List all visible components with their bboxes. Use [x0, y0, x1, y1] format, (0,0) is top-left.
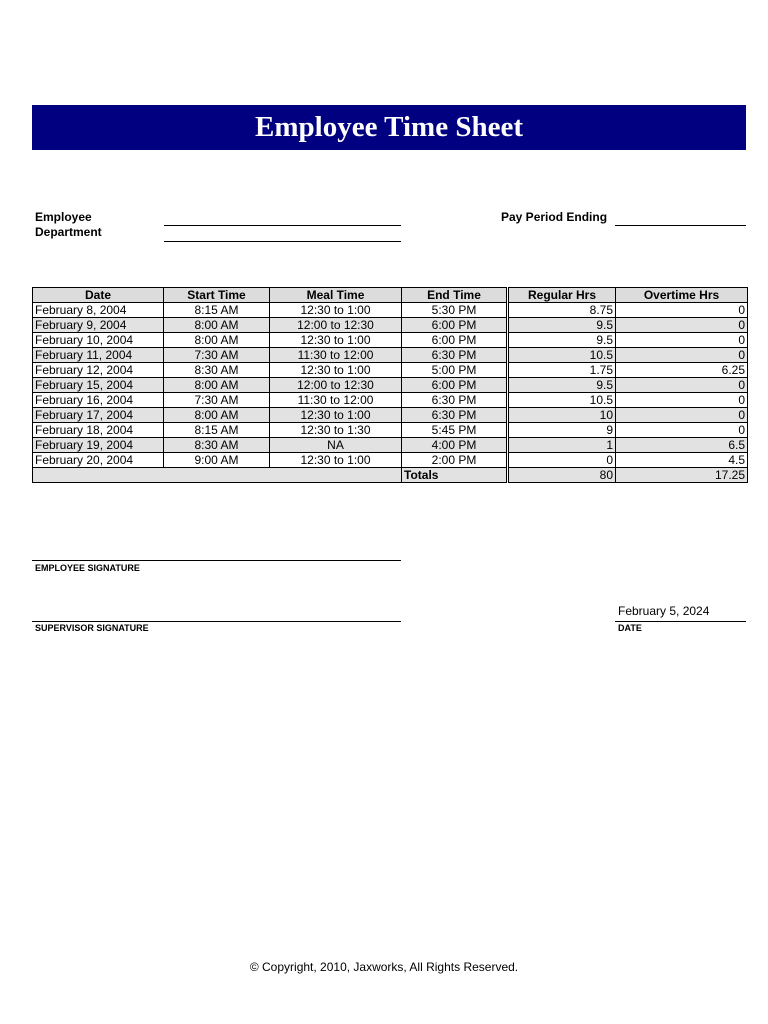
cell-start-time: 8:00 AM — [164, 378, 270, 393]
cell-regular-hrs: 10.5 — [508, 393, 616, 408]
cell-overtime-hrs: 0 — [616, 393, 748, 408]
cell-regular-hrs: 9 — [508, 423, 616, 438]
table-row — [33, 318, 748, 333]
cell-end-time: 6:00 PM — [402, 378, 508, 393]
table-row — [33, 348, 748, 363]
cell-regular-hrs: 9.5 — [508, 318, 616, 333]
cell-meal-time: 11:30 to 12:00 — [270, 393, 402, 408]
cell-date: February 19, 2004 — [33, 438, 164, 453]
table-row — [33, 453, 748, 468]
cell-start-time: 7:30 AM — [164, 348, 270, 363]
employee-signature-line[interactable] — [32, 560, 401, 561]
cell-date: February 16, 2004 — [33, 393, 164, 408]
signature-date-value: February 5, 2024 — [618, 604, 710, 618]
cell-start-time: 8:15 AM — [164, 423, 270, 438]
department-label: Department — [35, 225, 102, 239]
cell-regular-hrs: 0 — [508, 453, 616, 468]
table-row — [33, 378, 748, 393]
cell-end-time: 6:00 PM — [402, 318, 508, 333]
cell-regular-hrs: 8.75 — [508, 303, 616, 318]
table-row — [33, 363, 748, 378]
cell-overtime-hrs: 0 — [616, 303, 748, 318]
header-end-time: End Time — [402, 288, 508, 303]
pay-period-label: Pay Period Ending — [501, 210, 608, 224]
cell-regular-hrs: 1.75 — [508, 363, 616, 378]
timesheet-table — [32, 287, 748, 483]
cell-start-time: 8:15 AM — [164, 303, 270, 318]
supervisor-signature-label: SUPERVISOR SIGNATURE — [35, 623, 149, 633]
cell-date: February 12, 2004 — [33, 363, 164, 378]
employee-signature-label: EMPLOYEE SIGNATURE — [35, 563, 140, 573]
cell-end-time: 6:30 PM — [402, 393, 508, 408]
cell-meal-time: 12:00 to 12:30 — [270, 378, 402, 393]
cell-regular-hrs: 10 — [508, 408, 616, 423]
totals-label: Totals — [402, 468, 508, 483]
header-meal-time: Meal Time — [270, 288, 402, 303]
cell-meal-time: 12:00 to 12:30 — [270, 318, 402, 333]
cell-end-time: 6:00 PM — [402, 333, 508, 348]
department-field-line[interactable] — [164, 241, 401, 242]
cell-meal-time: 12:30 to 1:00 — [270, 303, 402, 318]
copyright-footer: © Copyright, 2010, Jaxworks, All Rights Reserved. — [249, 960, 519, 974]
cell-overtime-hrs: 0 — [616, 348, 748, 363]
cell-date: February 20, 2004 — [33, 453, 164, 468]
cell-overtime-hrs: 6.5 — [616, 438, 748, 453]
employee-field-line[interactable] — [164, 225, 401, 226]
table-row — [33, 393, 748, 408]
header-regular-hrs: Regular Hrs — [508, 288, 616, 303]
cell-end-time: 2:00 PM — [402, 453, 508, 468]
cell-start-time: 8:00 AM — [164, 408, 270, 423]
employee-label: Employee — [35, 210, 92, 224]
pay-period-field-line[interactable] — [615, 225, 746, 226]
supervisor-signature-line[interactable] — [32, 621, 401, 622]
table-row — [33, 408, 748, 423]
cell-start-time: 7:30 AM — [164, 393, 270, 408]
total-overtime-hrs: 17.25 — [616, 468, 748, 483]
cell-meal-time: 12:30 to 1:00 — [270, 363, 402, 378]
cell-start-time: 8:00 AM — [164, 318, 270, 333]
cell-date: February 11, 2004 — [33, 348, 164, 363]
cell-meal-time: 12:30 to 1:00 — [270, 333, 402, 348]
cell-overtime-hrs: 6.25 — [616, 363, 748, 378]
cell-meal-time: 12:30 to 1:00 — [270, 408, 402, 423]
cell-end-time: 5:45 PM — [402, 423, 508, 438]
date-label: DATE — [618, 623, 642, 633]
page-title: Employee Time Sheet — [32, 105, 746, 150]
cell-date: February 17, 2004 — [33, 408, 164, 423]
cell-meal-time: 12:30 to 1:30 — [270, 423, 402, 438]
cell-end-time: 5:00 PM — [402, 363, 508, 378]
cell-overtime-hrs: 0 — [616, 378, 748, 393]
cell-date: February 9, 2004 — [33, 318, 164, 333]
cell-overtime-hrs: 0 — [616, 408, 748, 423]
table-row — [33, 303, 748, 318]
table-row — [33, 333, 748, 348]
cell-end-time: 5:30 PM — [402, 303, 508, 318]
cell-start-time: 9:00 AM — [164, 453, 270, 468]
header-start-time: Start Time — [164, 288, 270, 303]
cell-regular-hrs: 10.5 — [508, 348, 616, 363]
cell-regular-hrs: 9.5 — [508, 333, 616, 348]
cell-regular-hrs: 9.5 — [508, 378, 616, 393]
cell-end-time: 6:30 PM — [402, 408, 508, 423]
cell-overtime-hrs: 0 — [616, 333, 748, 348]
cell-date: February 10, 2004 — [33, 333, 164, 348]
cell-date: February 8, 2004 — [33, 303, 164, 318]
cell-meal-time: NA — [270, 438, 402, 453]
cell-end-time: 4:00 PM — [402, 438, 508, 453]
cell-meal-time: 11:30 to 12:00 — [270, 348, 402, 363]
cell-meal-time: 12:30 to 1:00 — [270, 453, 402, 468]
cell-regular-hrs: 1 — [508, 438, 616, 453]
cell-start-time: 8:30 AM — [164, 438, 270, 453]
cell-overtime-hrs: 0 — [616, 423, 748, 438]
header-overtime-hrs: Overtime Hrs — [616, 288, 748, 303]
cell-start-time: 8:30 AM — [164, 363, 270, 378]
total-regular-hrs: 80 — [508, 468, 616, 483]
table-header-row — [33, 288, 748, 303]
totals-row — [33, 468, 748, 483]
date-line[interactable] — [615, 621, 746, 622]
cell-start-time: 8:00 AM — [164, 333, 270, 348]
header-date: Date — [33, 288, 164, 303]
table-row — [33, 438, 748, 453]
totals-spacer — [33, 468, 402, 483]
table-row — [33, 423, 748, 438]
cell-end-time: 6:30 PM — [402, 348, 508, 363]
cell-date: February 18, 2004 — [33, 423, 164, 438]
cell-overtime-hrs: 0 — [616, 318, 748, 333]
cell-overtime-hrs: 4.5 — [616, 453, 748, 468]
cell-date: February 15, 2004 — [33, 378, 164, 393]
